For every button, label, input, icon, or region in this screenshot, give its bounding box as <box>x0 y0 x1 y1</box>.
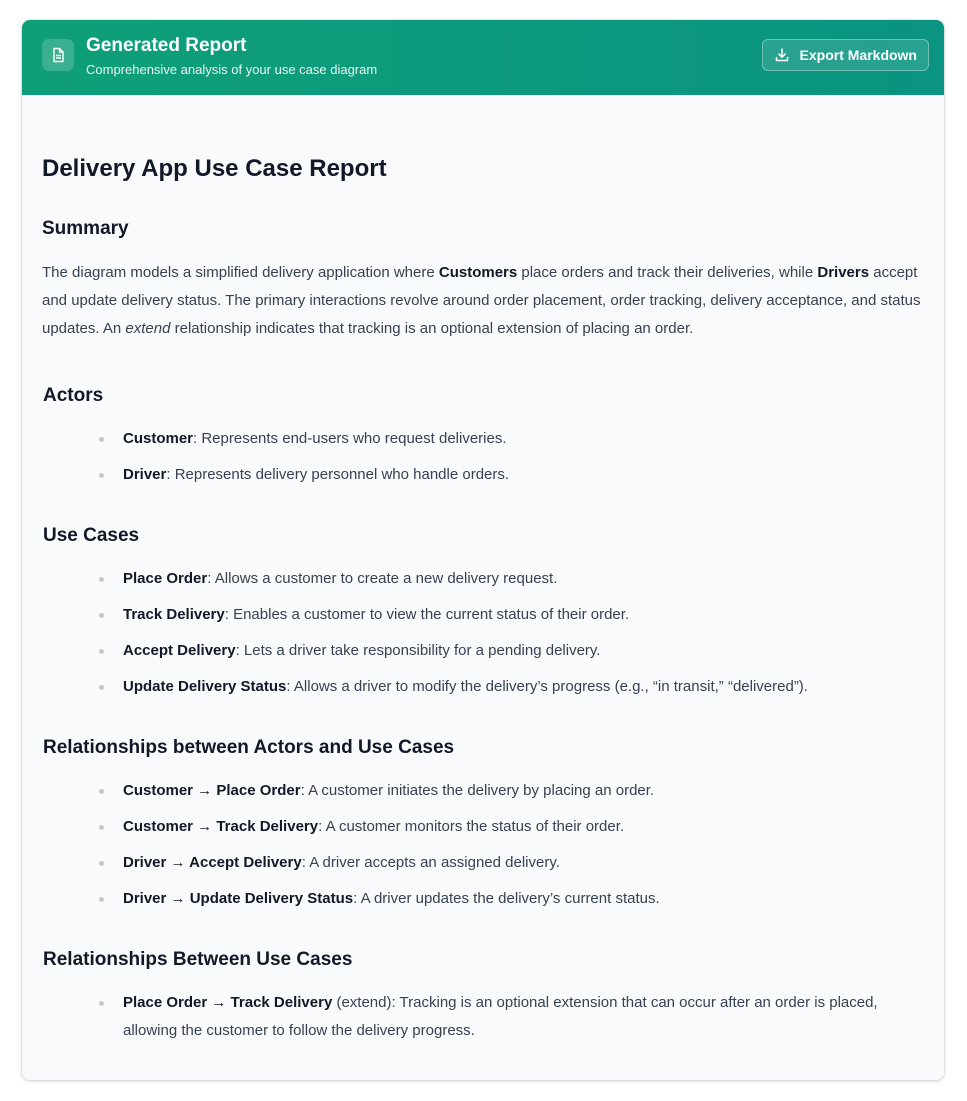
item-desc: : Allows a driver to modify the delivery’s progress (e.g., “in transit,” “delivered”). <box>286 678 808 695</box>
export-label: Export Markdown <box>799 47 917 63</box>
report-title: Delivery App Use Case Report <box>42 155 387 182</box>
list-item <box>98 637 928 665</box>
item-desc: : Represents end-users who request deliveries. <box>193 430 507 447</box>
item-name: Accept Delivery <box>123 642 236 659</box>
summary-heading: Summary <box>42 218 129 239</box>
item-desc: : A customer monitors the status of their order. <box>318 818 625 835</box>
use-cases-heading: Use Cases <box>43 525 140 546</box>
item-desc: (extend): Tracking is an optional extension that can occur after an order is placed, allowing the customer to follow the delivery progress. <box>123 994 878 1039</box>
summary-italic: extend <box>125 320 171 337</box>
item-desc: : Allows a customer to create a new delivery request. <box>207 570 558 587</box>
summary-text: The diagram models a simplified delivery application where <box>42 264 439 281</box>
report-header <box>22 20 944 95</box>
list-item <box>98 813 928 841</box>
list-item <box>98 849 928 877</box>
list-item <box>98 565 928 593</box>
actor-relationships-heading: Relationships between Actors and Use Cases <box>43 737 455 758</box>
list-item <box>98 425 928 453</box>
list-item <box>98 989 928 1045</box>
item-name: Update Delivery Status <box>123 678 287 695</box>
summary-text: relationship indicates that tracking is an optional extension of placing an order. <box>170 320 694 337</box>
summary-bold: Customers <box>438 264 518 281</box>
item-name: Customer → Place Order <box>123 782 301 799</box>
list-item <box>98 885 928 913</box>
item-name: Track Delivery <box>123 606 225 623</box>
use-cases-list <box>98 565 928 709</box>
item-name: Place Order <box>123 570 208 587</box>
item-name: Driver → Accept Delivery <box>123 854 302 871</box>
list-item <box>98 461 928 489</box>
use-case-relationships-list <box>98 989 928 1053</box>
item-desc: : A driver accepts an assigned delivery. <box>301 854 560 871</box>
item-name: Driver → Update Delivery Status <box>123 890 354 907</box>
list-item <box>98 673 928 701</box>
item-desc: : A driver updates the delivery’s current status. <box>353 890 660 907</box>
item-desc: : Lets a driver take responsibility for a pending delivery. <box>235 642 601 659</box>
item-desc: : Represents delivery personnel who handle orders. <box>166 466 510 483</box>
item-name: Customer <box>123 430 194 447</box>
summary-bold: Drivers <box>817 264 870 281</box>
item-name: Place Order → Track Delivery <box>123 994 333 1011</box>
use-case-relationships-heading: Relationships Between Use Cases <box>43 949 353 970</box>
document-icon <box>42 39 74 71</box>
list-item <box>98 601 928 629</box>
actor-relationships-list <box>98 777 928 921</box>
item-desc: : A customer initiates the delivery by placing an order. <box>300 782 655 799</box>
summary-text: accept and update delivery status. The primary interactions revolve around order placement, order tracking, delivery acceptance, and status updates. An <box>42 264 921 337</box>
list-item <box>98 777 928 805</box>
item-name: Driver <box>123 466 167 483</box>
summary-text: place orders and track their deliveries, while <box>517 264 818 281</box>
header-title: Generated Report <box>86 35 247 56</box>
header-subtitle: Comprehensive analysis of your use case diagram <box>86 62 378 77</box>
report-card <box>22 20 944 1080</box>
summary-paragraph <box>42 259 922 343</box>
export-markdown-button[interactable] <box>762 39 929 71</box>
actors-heading: Actors <box>43 385 104 406</box>
actors-list <box>98 425 928 497</box>
item-name: Customer → Track Delivery <box>123 818 319 835</box>
item-desc: : Enables a customer to view the current status of their order. <box>224 606 630 623</box>
download-icon <box>774 47 790 63</box>
